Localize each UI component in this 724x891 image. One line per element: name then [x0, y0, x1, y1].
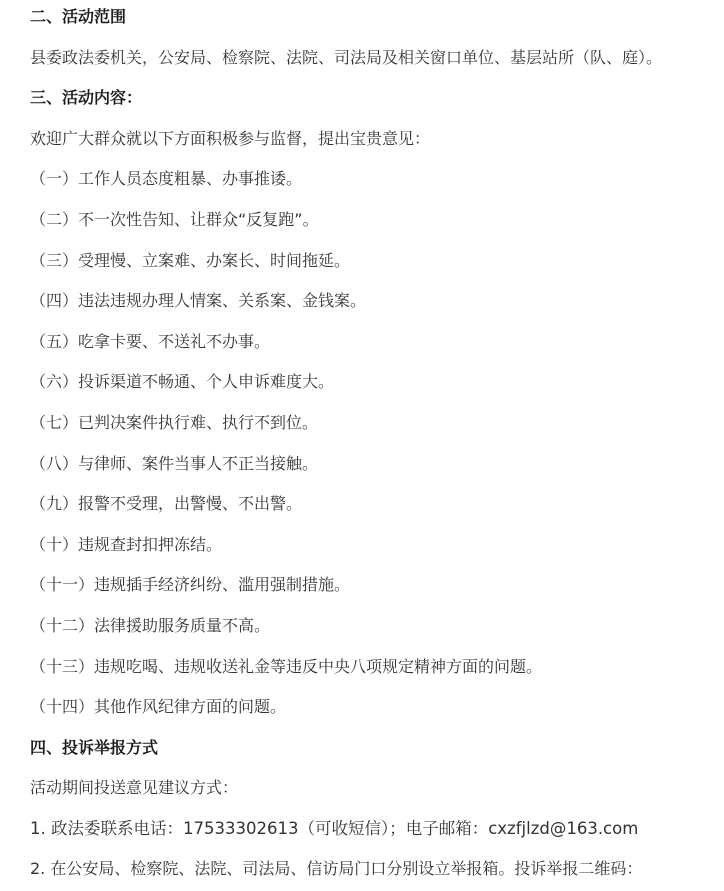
list-item: （六）投诉渠道不畅通、个人申诉难度大。	[30, 372, 335, 392]
list-item: （八）与律师、案件当事人不正当接触。	[30, 453, 319, 473]
section-heading-complaint-methods: 四、投诉举报方式	[30, 737, 159, 757]
list-item: （五）吃拿卡要、不送礼不办事。	[30, 331, 271, 351]
list-item: （一）工作人员态度粗暴、办事推诿。	[30, 169, 303, 189]
document-body	[30, 0, 710, 890]
scope-text: 县委政法委机关，公安局、检察院、法院、司法局及相关窗口单位、基层站所（队、庭）。	[30, 47, 663, 67]
content-intro: 欢迎广大群众就以下方面积极参与监督，提出宝贵意见：	[30, 128, 431, 148]
list-item: （四）违法违规办理人情案、关系案、金钱案。	[30, 291, 367, 311]
list-item: （十四）其他作风纪律方面的问题。	[30, 697, 287, 717]
list-item: （九）报警不受理，出警慢、不出警。	[30, 494, 303, 514]
list-item: （十二）法律援助服务质量不高。	[30, 615, 271, 635]
list-item: （三）受理慢、立案难、办案长、时间拖延。	[30, 250, 351, 270]
list-item: （十三）违规吃喝、违规收送礼金等违反中央八项规定精神方面的问题。	[30, 656, 543, 676]
complaint-method-report-box: 2. 在公安局、检察院、法院、司法局、信访局门口分别设立举报箱。投诉举报二维码：	[30, 859, 643, 879]
list-item: （二）不一次性告知、让群众“反复跑”。	[30, 209, 319, 229]
list-item: （十）违规查封扣押冻结。	[30, 534, 223, 554]
complaint-method-phone-email: 1. 政法委联系电话：17533302613（可收短信）；电子邮箱：cxzfjlzd@163.com	[30, 818, 639, 838]
section-heading-content: 三、活动内容：	[30, 88, 143, 108]
complaint-methods-intro: 活动期间投送意见建议方式：	[30, 778, 239, 798]
section-heading-scope: 二、活动范围	[30, 7, 127, 26]
list-item: （七）已判决案件执行难、执行不到位。	[30, 412, 319, 432]
list-item: （十一）违规插手经济纠纷、滥用强制措施。	[30, 575, 351, 595]
content-item-list	[30, 159, 710, 727]
